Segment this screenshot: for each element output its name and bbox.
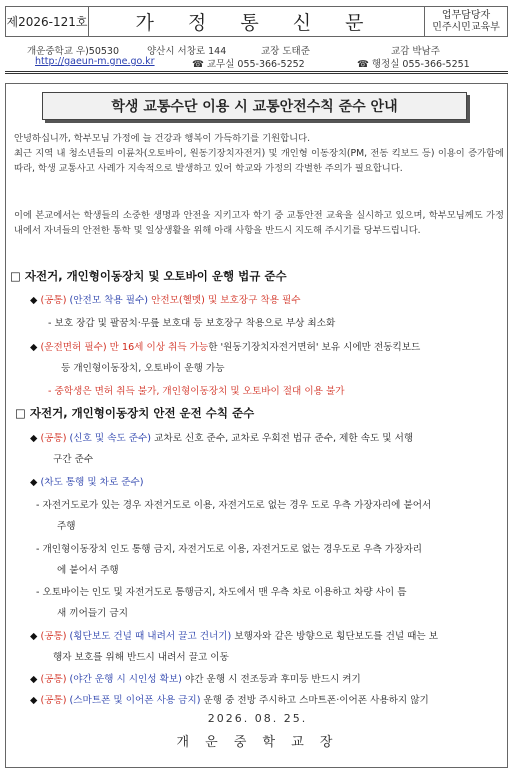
rule-signal-text: 교차로 신호 준수, 교차로 우회전 법규 준수, 제한 속도 및 서행 bbox=[154, 433, 414, 444]
bullet-icon: ◆ bbox=[30, 631, 38, 642]
intro-paragraph-1: 최근 지역 내 청소년들의 이륜차(오토바이, 원동기장치자전거) 및 개인형 이동장치(PM, 전동 킥보드 등) 이용이 증가함에 따라, 학생 교통사고 사례가 지속적으로 발생하고 있어 학교와 가정의 각별한 주의가 필요합니다. bbox=[14, 148, 504, 175]
rule-road-sub2: - 개인형이동장치 인도 통행 금지, 자전거도로 이용, 자전거도로 없는 경우도로 우측 가장자리 bbox=[36, 544, 423, 555]
rule-phone-text: 운행 중 전방 주시하고 스마트폰·이어폰 사용하지 않기 bbox=[203, 695, 429, 706]
department-box bbox=[424, 7, 507, 36]
header-divider-2 bbox=[5, 73, 508, 74]
admin-office-phone: ☎ 행정실 055-366-5251 bbox=[357, 59, 470, 70]
tag-common: (공통) bbox=[40, 695, 67, 706]
bullet-icon: ◆ bbox=[30, 342, 38, 353]
tag-phone: (스마트폰 및 이어폰 사용 금지) bbox=[69, 695, 201, 706]
tag-license: (운전면허 필수) bbox=[40, 342, 107, 353]
principal-name: 교장 도태준 bbox=[261, 46, 310, 57]
department-line2: 민주시민교육부 bbox=[432, 21, 500, 33]
department-line1: 업무담당자 bbox=[441, 9, 491, 21]
bullet-icon: ◆ bbox=[30, 695, 38, 706]
tag-common: (공통) bbox=[40, 674, 67, 685]
rule-license-age: 만 16세 이상 취득 가능 bbox=[109, 342, 209, 353]
rule-license-sub: - 중학생은 면허 취득 불가, 개인형이동장치 및 오토바이 절대 이용 불가 bbox=[48, 386, 345, 397]
tag-common: (공통) bbox=[40, 433, 67, 444]
teachers-office-phone: ☎ 교무실 055-366-5252 bbox=[192, 59, 305, 70]
rule-road-sub3-cont: 새 끼어들기 금지 bbox=[57, 608, 128, 619]
bullet-icon: ◆ bbox=[30, 295, 38, 306]
header-box bbox=[5, 6, 508, 37]
rule-signal-cont: 구간 준수 bbox=[53, 454, 94, 465]
rule-license bbox=[30, 339, 420, 353]
tag-signal: (신호 및 속도 준수) bbox=[69, 433, 152, 444]
school-signature: 개 운 중 학 교 장 bbox=[176, 735, 339, 750]
rule-road bbox=[30, 474, 144, 488]
tag-crosswalk: (횡단보도 건널 때 내려서 끌고 건너기) bbox=[69, 631, 232, 642]
school-street: 양산시 서창로 144 bbox=[147, 46, 227, 57]
rule-road-sub1-cont: 주행 bbox=[57, 521, 76, 532]
notice-title: 학생 교통수단 이용 시 교통안전수칙 준수 안내 bbox=[42, 92, 467, 120]
vice-principal-name: 교감 박남주 bbox=[391, 46, 440, 57]
notice-body-box bbox=[5, 83, 508, 768]
bullet-icon: ◆ bbox=[30, 674, 38, 685]
bullet-icon: ◆ bbox=[30, 477, 38, 488]
rule-signal bbox=[30, 430, 413, 444]
intro-paragraph-2: 이에 본교에서는 학생들의 소중한 생명과 안전을 지키고자 학기 중 교통안전 교육을 실시하고 있으며, 학부모님께도 가정 내에서 자녀들의 안전한 통학 및 일상생활을 위해 아래 사항을 반드시 지도해 주시기를 당부드립니다. bbox=[14, 210, 504, 237]
newsletter-title: 가 정 통 신 문 bbox=[135, 12, 378, 34]
tag-night: (야간 운행 시 시인성 확보) bbox=[69, 674, 182, 685]
rule-helmet bbox=[30, 292, 301, 306]
rule-road-sub3: - 오토바이는 인도 및 자전거도로 통행금지, 차도에서 맨 우측 차로 이용하고 차량 사이 틈 bbox=[36, 587, 407, 598]
bullet-icon: ◆ bbox=[30, 433, 38, 444]
section1-heading: □ 자전거, 개인형이동장치 및 오토바이 운행 법규 준수 bbox=[10, 269, 287, 283]
section2-heading: □ 자전거, 개인형이동장치 안전 운전 수칙 준수 bbox=[15, 406, 255, 420]
rule-crosswalk bbox=[30, 628, 438, 642]
rule-helmet-text: 안전모(헬멧) 및 보호장구 착용 필수 bbox=[151, 295, 301, 306]
rule-phone bbox=[30, 692, 429, 706]
rule-license-text: 한 '원동기장치자전거면허' 보유 시에만 전동킥보드 bbox=[208, 342, 421, 353]
rule-night bbox=[30, 671, 361, 685]
intro-greeting: 안녕하십니까, 학부모님 가정에 늘 건강과 행복이 가득하기를 기원합니다. bbox=[14, 133, 311, 144]
school-address: 개운중학교 우)50530 bbox=[27, 46, 120, 57]
tag-common: (공통) bbox=[40, 631, 67, 642]
tag-common: (공통) bbox=[40, 295, 67, 306]
header-divider bbox=[5, 71, 508, 72]
rule-road-sub1: - 자전거도로가 있는 경우 자전거도로 이용, 자전거도로 없는 경우 도로 우측 가장자리에 붙어서 bbox=[36, 500, 432, 511]
tag-helmet: (안전모 착용 필수) bbox=[69, 295, 149, 306]
school-website-link[interactable]: http://gaeun-m.gne.go.kr bbox=[35, 56, 155, 67]
rule-license-cont: 등 개인형이동장치, 오토바이 운행 가능 bbox=[61, 363, 225, 374]
rule-helmet-sub: - 보호 장갑 및 팔꿈치·무릎 보호대 등 보호장구 착용으로 부상 최소화 bbox=[48, 318, 336, 329]
rule-road-sub2-cont: 에 붙어서 주행 bbox=[57, 565, 119, 576]
document-number: 제2026-121호 bbox=[6, 7, 89, 36]
notice-date: 2026. 08. 25. bbox=[207, 712, 308, 725]
rule-night-text: 야간 운행 시 전조등과 후미등 반드시 켜기 bbox=[184, 674, 361, 685]
rule-crosswalk-text: 보행자와 같은 방향으로 횡단보도를 건널 때는 보 bbox=[234, 631, 439, 642]
tag-road: (차도 통행 및 차로 준수) bbox=[40, 477, 144, 488]
rule-crosswalk-cont: 행자 보호를 위해 반드시 내려서 끌고 이동 bbox=[53, 652, 229, 663]
